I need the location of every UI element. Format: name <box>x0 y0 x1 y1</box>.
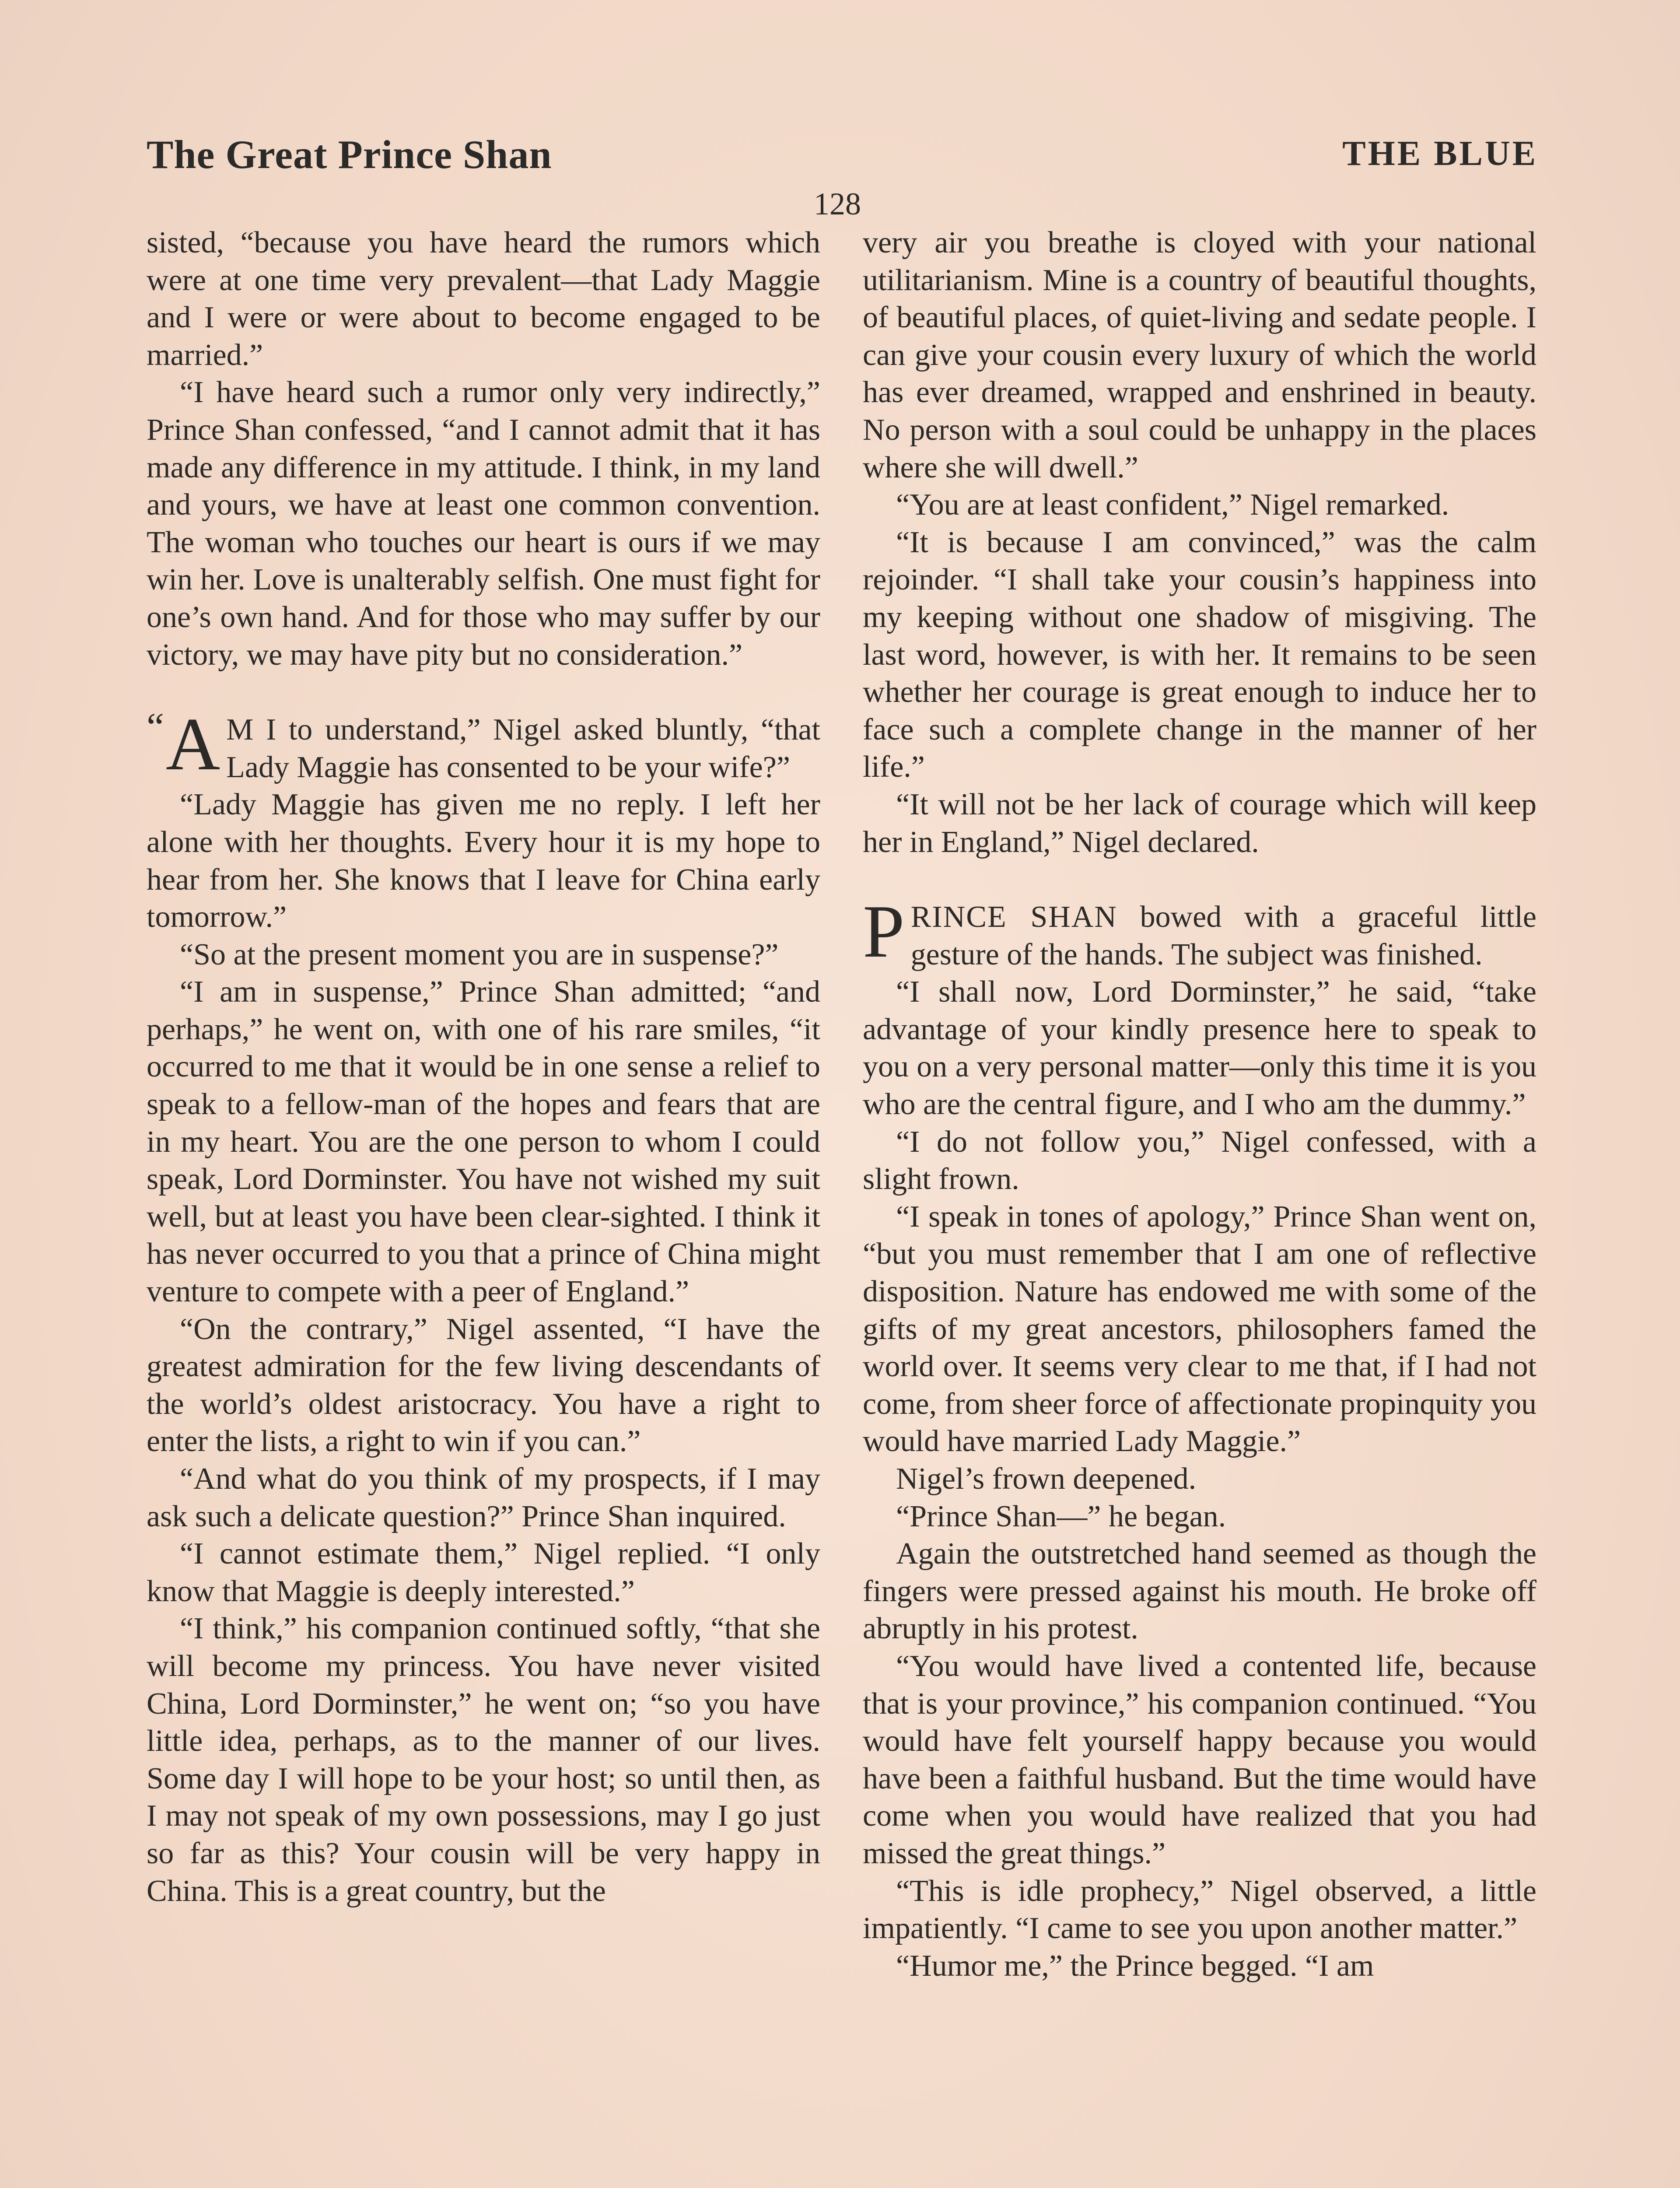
dropcap-quote: “ <box>147 705 164 749</box>
running-title: The Great Prince Shan <box>147 132 552 177</box>
page-number: 128 <box>814 186 861 221</box>
paragraph: “Lady Maggie has given me no reply. I left her alone with her thoughts. Every hour it is my hope to hear from her. She knows that I leave for China early tomorrow.” <box>147 788 820 934</box>
paragraph-text: M I to understand,” Nigel asked bluntly, “that Lady Maggie has consented to be your wife?” <box>226 713 820 784</box>
paragraph-text: bowed with a graceful little gesture of the hands. The subject was finished. <box>910 900 1536 971</box>
paragraph: “It is because I am convinced,” was the calm rejoinder. “I shall take your cousin’s happiness into my keeping without one shadow of misgiving. The last word, however, is with her. It remains to be seen whether her courage is great enough to induce her to face such a complete change in the manner of her life.” <box>863 525 1536 784</box>
paragraph-with-dropcap <box>147 703 820 786</box>
paragraph: “I do not follow you,” Nigel confessed, with a slight frown. <box>863 1125 1536 1196</box>
paragraph: “I shall now, Lord Dorminster,” he said, “take advantage of your kindly presence here to speak to you on a very personal matter—only this time it is you who are the central figure, and I who am the dummy.” <box>863 975 1536 1122</box>
right-column <box>863 224 1536 1985</box>
paragraph: Again the outstretched hand seemed as though the fingers were pressed against his mouth. He broke off abruptly in his protest. <box>863 1537 1536 1646</box>
magazine-name: THE BLUE <box>1342 134 1538 173</box>
paragraph: very air you breathe is cloyed with your national utilitarianism. Mine is a country of beautiful thoughts, of beautiful places, of quiet-living and sedate people. I can give your cousin every luxury of which the world has ever dreamed, wrapped and enshrined in beauty. No person with a soul could be unhappy in the places where she will dwell.” <box>863 226 1536 484</box>
paragraph-with-dropcap <box>863 890 1536 974</box>
running-header <box>147 131 1538 193</box>
paragraph: “I think,” his companion continued softly, “that she will become my princess. You have never visited China, Lord Dorminster,” he went on; “so you have little idea, perhaps, as to the manner of our lives. Some day I will hope to be your host; so until then, as I may not speak of my own possessions, may I go just so far as this? Your cousin will be very happy in China. This is a great country, but the <box>147 1612 820 1908</box>
paragraph: “I have heard such a rumor only very indirectly,” Prince Shan confessed, “and I cannot admit that it has made any difference in my attitude. I think, in my land and yours, we have at least one common convention. The woman who touches our heart is ours if we may win her. Love is unalterably selfish. One must fight for one’s own hand. And for those who may suffer by our victory, we may have pity but no consideration.” <box>147 375 820 672</box>
paragraph: “And what do you think of my prospects, if I may ask such a delicate question?” Prince Shan inquired. <box>147 1462 820 1533</box>
paragraph: “Prince Shan—” he began. <box>896 1499 1226 1533</box>
paragraph: “It will not be her lack of courage which will keep her in England,” Nigel declared. <box>863 787 1536 859</box>
small-caps-lead: RINCE SHAN <box>910 900 1117 934</box>
paragraph: sisted, “because you have heard the rumors which were at one time very prevalent—that Lady Maggie and I were or were about to become engaged to be married.” <box>147 226 820 372</box>
paragraph: “Humor me,” the Prince begged. “I am <box>896 1949 1374 1983</box>
paragraph: “I am in suspense,” Prince Shan admitted; “and perhaps,” he went on, with one of his rare smiles, “it occurred to me that it would be in one sense a relief to speak to a fellow-man of the hopes and fears that are in my heart. You are the one person to whom I could speak, Lord Dorminster. You have not wished my suit well, but at least you have been clear-sighted. I think it has never occurred to you that a prince of China might venture to compete with a peer of England.” <box>147 975 820 1309</box>
paragraph: “So at the present moment you are in suspense?” <box>180 937 779 971</box>
dropcap-letter: P <box>863 890 905 974</box>
paragraph: “You are at least confident,” Nigel remarked. <box>896 488 1449 522</box>
left-column <box>147 224 820 1910</box>
paragraph: “You would have lived a contented life, because that is your province,” his companion continued. “You would have felt yourself happy because you would have been a faithful husband. But the time would have come when you would have realized that you had missed the great things.” <box>863 1649 1536 1870</box>
paragraph: “I cannot estimate them,” Nigel replied. “I only know that Maggie is deeply interested.” <box>147 1537 820 1608</box>
paragraph: “I speak in tones of apology,” Prince Shan went on, “but you must remember that I am one of reflective disposition. Nature has endowed me with some of the gifts of my great ancestors, philosophers famed the world over. It seems very clear to me that, if I had not come, from sheer force of affectionate propinquity you would have married Lady Maggie.” <box>863 1199 1536 1459</box>
paragraph: “This is idle prophecy,” Nigel observed, a little impatiently. “I came to see you upon another matter.” <box>863 1874 1536 1946</box>
paragraph: Nigel’s frown deepened. <box>896 1462 1197 1496</box>
dropcap-letter: A <box>165 703 220 786</box>
paragraph: “On the contrary,” Nigel assented, “I have the greatest admiration for the few living descendants of the world’s oldest aristocracy. You have a right to enter the lists, a right to win if you can.” <box>147 1312 820 1459</box>
